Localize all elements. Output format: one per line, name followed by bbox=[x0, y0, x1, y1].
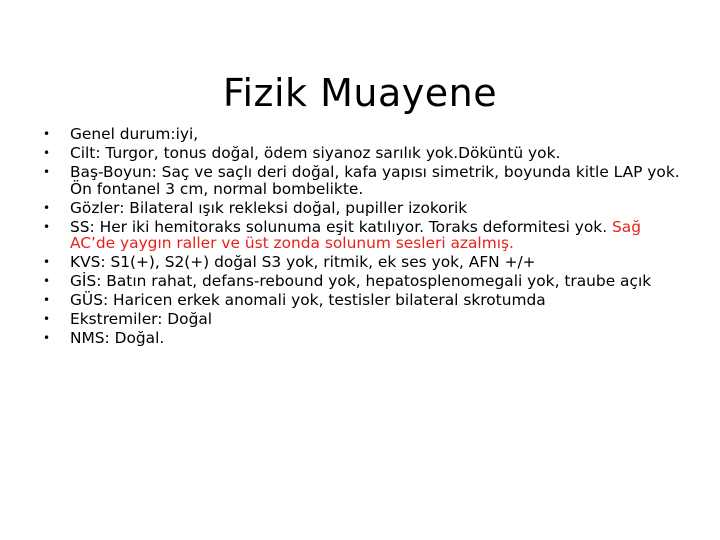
bullet-icon: • bbox=[43, 219, 51, 234]
list-item bbox=[40, 273, 680, 290]
bullet-icon: • bbox=[43, 255, 51, 269]
list-item bbox=[40, 311, 680, 328]
bullet-icon: • bbox=[43, 293, 51, 307]
list-item-text: Ekstremiler: Doğal bbox=[70, 310, 213, 328]
list-item-text: GÜS: Haricen erkek anomali yok, testisler bilateral skrotumda bbox=[70, 291, 546, 309]
list-item bbox=[40, 164, 680, 197]
list-item bbox=[40, 126, 680, 143]
list-item bbox=[40, 292, 680, 309]
list-item-text: GİS: Batın rahat, defans-rebound yok, hepatosplenomegali yok, traube açık bbox=[70, 272, 652, 290]
list-item bbox=[40, 219, 680, 252]
list-item bbox=[40, 200, 680, 217]
list-item-text: Baş-Boyun: Saç ve saçlı deri doğal, kafa yapısı simetrik, boyunda kitle LAP yok. Ön fontanel 3 cm, normal bombelikte. bbox=[70, 163, 680, 198]
list-item-text: NMS: Doğal. bbox=[70, 329, 165, 347]
bullet-icon: • bbox=[43, 127, 51, 141]
bullet-icon: • bbox=[43, 331, 51, 345]
bullet-icon: • bbox=[43, 200, 51, 215]
bullet-icon: • bbox=[43, 165, 51, 179]
list-item bbox=[40, 254, 680, 271]
bullet-icon: • bbox=[43, 146, 51, 160]
slide-title: Fizik Muayene bbox=[222, 71, 498, 116]
findings-list bbox=[40, 126, 680, 349]
list-item bbox=[40, 330, 680, 347]
list-item-text: Gözler: Bilateral ışık rekleksi doğal, pupiller izokorik bbox=[70, 198, 468, 217]
list-item bbox=[40, 145, 680, 162]
list-item-text: SS: Her iki hemitoraks solunuma eşit katılıyor. Toraks deformitesi yok. bbox=[70, 217, 612, 236]
bullet-icon: • bbox=[43, 274, 51, 288]
list-item-text: Genel durum:iyi, bbox=[70, 125, 199, 143]
list-item-text: Cilt: Turgor, tonus doğal, ödem siyanoz sarılık yok.Döküntü yok. bbox=[70, 144, 561, 162]
list-item-text: KVS: S1(+), S2(+) doğal S3 yok, ritmik, ek ses yok, AFN +/+ bbox=[70, 253, 536, 271]
list-item-highlight: Sağ AC’de yaygın raller ve üst zonda solunum sesleri azalmış. bbox=[70, 217, 641, 252]
bullet-icon: • bbox=[43, 312, 51, 326]
